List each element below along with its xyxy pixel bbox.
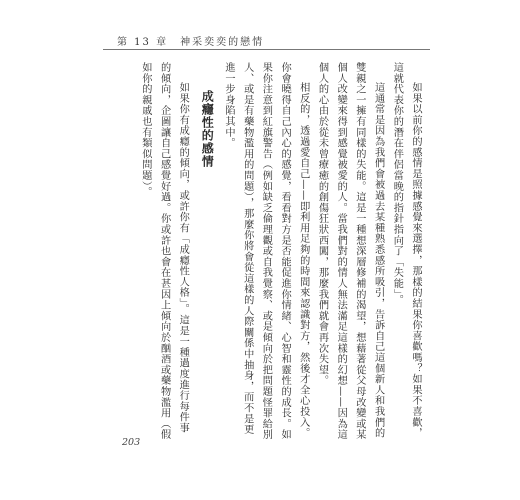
section-heading: 成癮性的感情 [200,90,215,168]
paragraph: 這通常是因為我們會被過去某種熟悉感所吸引，告訴自己這個新人和我們的雙親之一擁有同樣的失能。這是一種想深層修補的渴望，想藉著從父母改變或某個人改變來得到感覺被愛的人。當我們對的情人無法滿足這樣的幻想——因為這個人的心由於從未曾療癒的創傷狂狀西闖，那麼我們就會再次失望。 [316,62,384,440]
paragraph: 相反的，透過愛自己——即利用足夠的時間來認識對方，然後才全心投入。你會曉得自己內心的感覺，看看對方是否能促進你情緒、心智和靈性的成長。如果你注意到紅旗警告（例如缺乏倫理觀或自我覺察、或是傾向於把問題怪罪給別人、或是有藥物濫用的問題），那麼你將會從這樣的人際關係中抽身，而不是更進一步身陷其中。 [222,62,309,440]
running-header: 第 13 章 神采奕奕的戀情 [117,37,265,48]
page-number: 203 [122,437,141,448]
vertical-text-body [126,62,424,440]
header-rule [103,49,430,50]
paragraph: 如果以前你的感情是照據感覺來選擇，那樣的結果你喜歡嗎？如果不喜歡，這就代表你的潛在伴侶當晚的指針指向了「失能」。 [391,62,421,439]
paragraph: 如果你有成癮的傾向，或許你有「成癮性人格」。這是一種過度進行每件事的傾向，企圖讓自己感覺好過。你或許也會在甚因上傾向於酗酒或藥物濫用（假如你的親戚也有類似問題）。 [139,62,189,440]
